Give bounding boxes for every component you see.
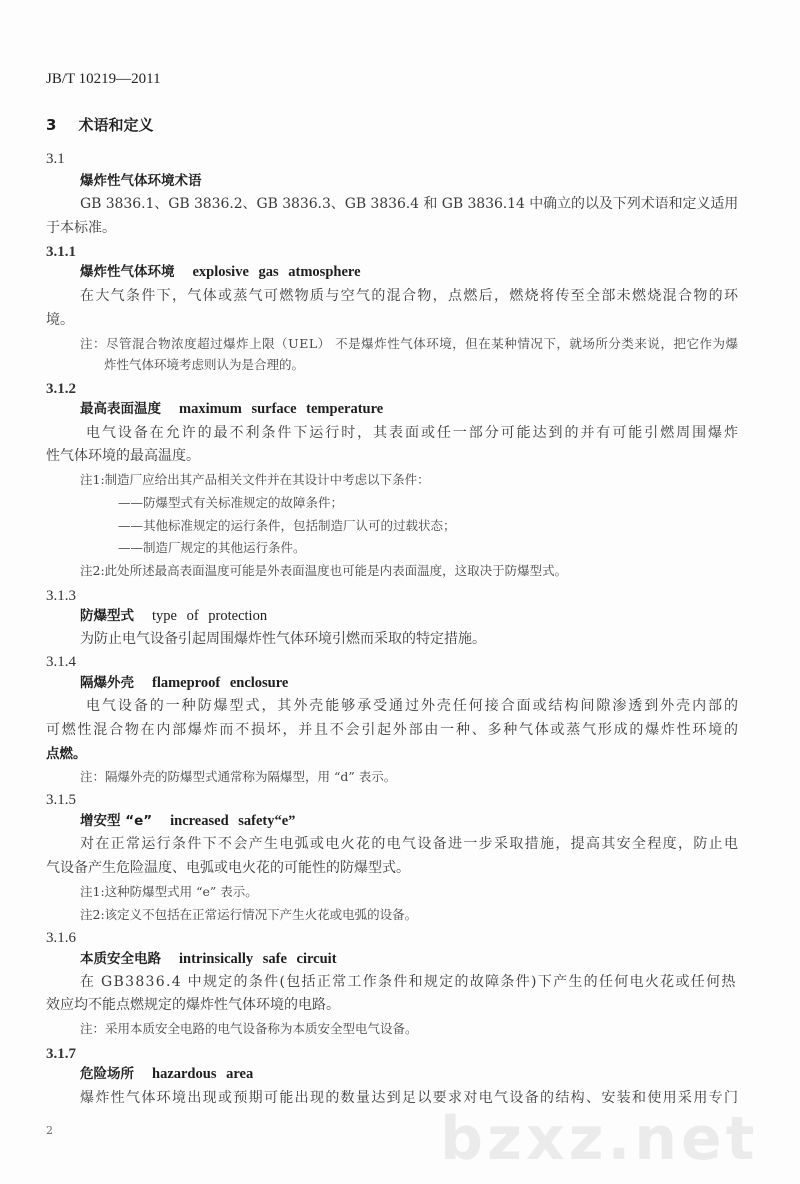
term-heading: [80, 1065, 253, 1083]
body-line: 在 GB3836.4 中规定的条件(包括正常工作条件和规定的故障条件)下产生的任何电火花或任何热: [80, 974, 737, 990]
note-line: 注：隔爆外壳的防爆型式通常称为隔爆型，用 “d” 表示。: [80, 769, 397, 784]
note-line: 注：采用本质安全电路的电气设备称为本质安全型电气设备。: [80, 1021, 418, 1036]
body-line: 气设备产生危险温度、电弧或电火花的可能性的防爆型式。: [46, 860, 410, 876]
clause-number: 3.1: [46, 151, 65, 167]
clause-number: 3.1.6: [46, 930, 76, 946]
body-line: 电气设备在允许的最不利条件下运行时，其表面或任一部分可能达到的并有可能引燃周围爆炸: [86, 425, 740, 441]
body-line: 点燃。: [46, 746, 87, 762]
term-en: type of protection: [152, 608, 268, 624]
body-line: 对在正常运行条件下不会产生电弧或电火花的电气设备进一步采取措施，提高其安全程度，防止电: [80, 836, 740, 852]
clause-number: 3.1.2: [46, 381, 76, 397]
term-cn: 本质安全电路: [80, 951, 161, 967]
section-title: 术语和定义: [78, 116, 154, 134]
body-line: 于本标准。: [46, 220, 116, 236]
note-line: 注2:该定义不包括在正常运行情况下产生火花或电弧的设备。: [80, 907, 418, 922]
body-line: 性气体环境的最高温度。: [46, 448, 200, 464]
clause-number: 3.1.1: [46, 244, 76, 260]
list-item: ——防爆型式有关标准规定的故障条件；: [118, 495, 344, 510]
page-number: 2: [46, 1124, 53, 1137]
list-item: ——其他标准规定的运行条件，包括制造厂认可的过载状态；: [118, 518, 456, 533]
body-line: 爆炸性气体环境出现或预期可能出现的数量达到足以要求对电气设备的结构、安装和使用采用专门: [80, 1090, 740, 1106]
body-line: 境。: [46, 312, 74, 328]
term-cn: 最高表面温度: [80, 401, 161, 417]
term-cn: 危险场所: [80, 1066, 134, 1082]
body-line: 电气设备的一种防爆型式，其外壳能够承受通过外壳任何接合面或结构间隙渗透到外壳内部的: [86, 698, 740, 714]
clause-number: 3.1.5: [46, 792, 76, 808]
term-cn: 爆炸性气体环境: [80, 264, 175, 280]
term-en: hazardous area: [152, 1066, 254, 1082]
term-en: maximum surface temperature: [179, 401, 384, 417]
note-line: 注1:这种防爆型式用 “e” 表示。: [80, 884, 258, 899]
term-cn: 隔爆外壳: [80, 675, 134, 691]
body-line: 为防止电气设备引起周围爆炸性气体环境引燃而采取的特定措施。: [80, 631, 486, 647]
term-cn: 增安型 “e”: [80, 813, 153, 829]
term-heading: [80, 950, 337, 968]
clause-number: 3.1.4: [46, 654, 76, 670]
section-number: 3: [46, 116, 57, 134]
clause-title: 爆炸性气体环境术语: [80, 173, 202, 189]
body-line: 效应均不能点燃规定的爆炸性气体环境的电路。: [46, 997, 340, 1013]
term-cn: 防爆型式: [80, 608, 134, 624]
note-line: 注1:制造厂应给出其产品相关文件并在其设计中考虑以下条件：: [80, 472, 430, 487]
term-en: explosive gas atmosphere: [192, 264, 361, 280]
note-line: 注：尽管混合物浓度超过爆炸上限（UEL） 不是爆炸性气体环境，但在某种情况下，就场所分类来说，把它作为爆: [80, 336, 739, 351]
term-heading: [80, 674, 288, 692]
watermark: bzxz.net: [440, 1104, 759, 1174]
body-line: GB 3836.1、GB 3836.2、GB 3836.3、GB 3836.4 和 GB 3836.14 中确立的以及下列术语和定义适用: [80, 196, 739, 212]
section-heading: [46, 116, 153, 134]
clause-number: 3.1.7: [46, 1046, 76, 1062]
note-line: 注2:此处所述最高表面温度可能是外表面温度也可能是内表面温度，这取决于防爆型式。: [80, 563, 568, 578]
term-en: increased safety“e”: [170, 813, 296, 829]
term-en: intrinsically safe circuit: [179, 951, 337, 967]
list-item: ——制造厂规定的其他运行条件。: [118, 540, 306, 555]
standard-code: JB/T 10219—2011: [46, 71, 161, 87]
term-heading: [80, 607, 267, 625]
clause-number: 3.1.3: [46, 588, 76, 604]
body-line: 在大气条件下，气体或蒸气可燃物质与空气的混合物，点燃后，燃烧将传至全部未燃烧混合物的环: [80, 288, 740, 304]
note-line: 炸性气体环境考虑则认为是合理的。: [104, 357, 305, 372]
body-line: 可燃性混合物在内部爆炸而不损坏，并且不会引起外部由一种、多种气体或蒸气形成的爆炸性环境的: [46, 722, 740, 738]
term-heading: [80, 400, 383, 418]
term-heading: [80, 812, 295, 830]
term-heading: [80, 263, 361, 281]
term-en: flameproof enclosure: [152, 675, 289, 691]
